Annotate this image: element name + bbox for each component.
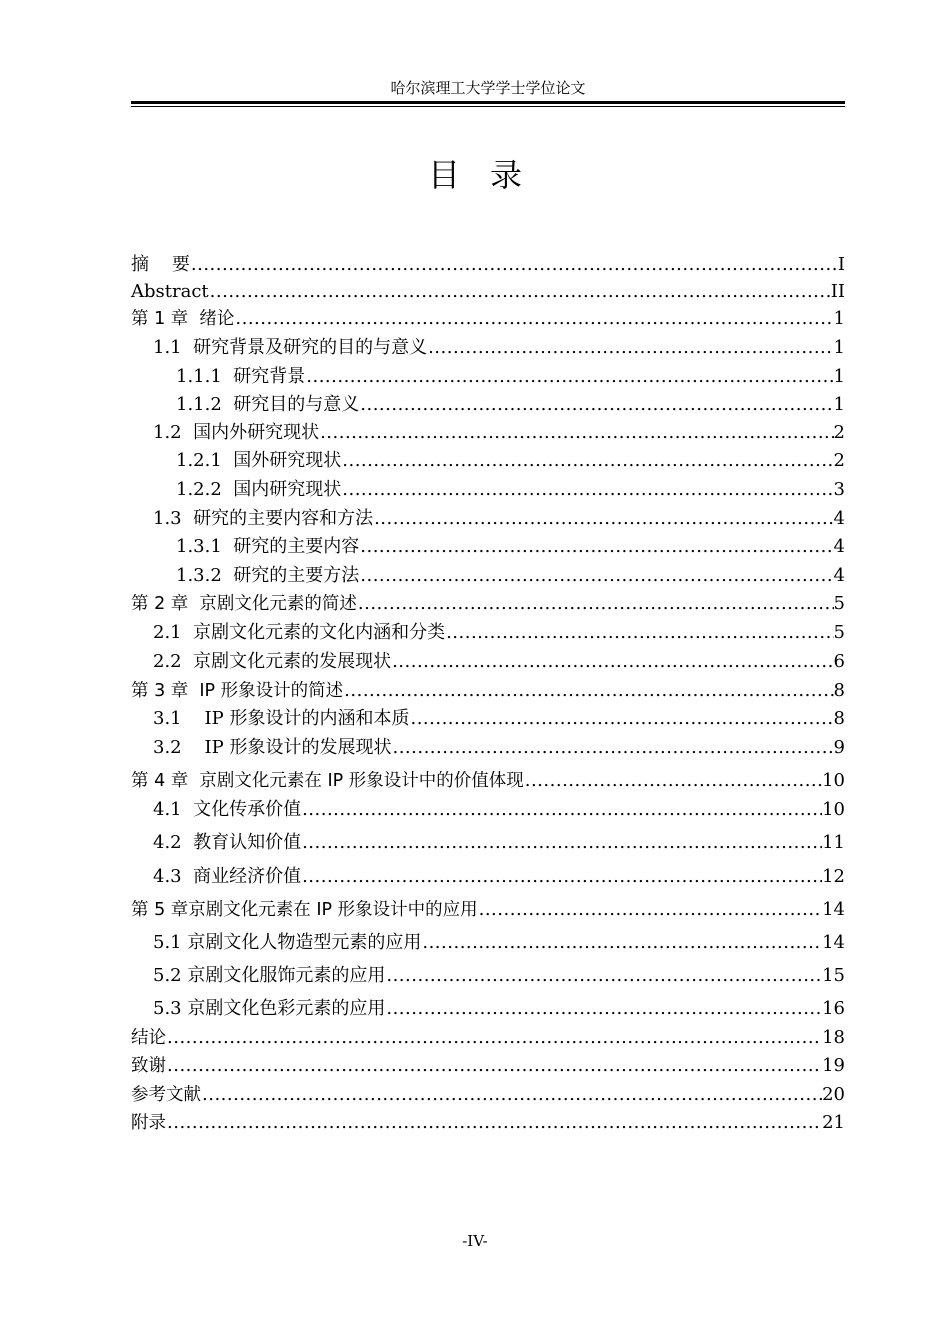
toc-entry-chapter-1[interactable] [131,306,845,332]
toc-entry-page: 4 [833,508,845,529]
toc-entry-page: 3 [833,479,845,500]
toc-entry-label: 附录 [131,1113,166,1133]
toc-leader [359,563,833,589]
toc-entry-page: 1 [833,366,845,387]
toc-entry-page: 4 [833,536,845,557]
toc-entry-page: 2 [833,450,845,471]
toc-entry-1-2-2[interactable] [176,477,845,503]
toc-entry-label: 第 1 章 绪论 [131,309,235,329]
toc-entry-label: 1.2.1 国外研究现状 [176,450,342,471]
toc-entry-label: 1.1 研究背景及研究的目的与意义 [153,337,428,358]
toc-entry-page: 5 [833,622,845,643]
toc-entry-page: 8 [833,708,845,729]
toc-leader [385,996,822,1022]
toc-entry-page: 1 [833,394,845,415]
toc-entry-page: 5 [833,593,845,614]
toc-entry-3-2[interactable] [153,735,845,761]
toc-entry-page: 1 [833,337,845,358]
toc-entry-label: 1.3.2 研究的主要方法 [176,565,360,586]
toc-entry-chapter-3[interactable] [131,678,845,704]
toc-leader [427,335,833,361]
toc-leader [301,864,822,890]
header-rule-thick [131,101,845,104]
toc-entry-abstract-cn[interactable] [131,252,845,278]
toc-entry-chapter-5[interactable] [131,897,845,923]
toc-title: 目录 [427,156,552,194]
toc-entry-label: 5.1 京剧文化人物造型元素的应用 [153,932,422,953]
toc-entry-page: 2 [833,422,845,443]
toc-entry-page: 10 [822,799,845,820]
toc-leader [391,735,833,761]
toc-entry-label: 1.3 研究的主要内容和方法 [153,508,374,529]
toc-entry-label: 5.2 京剧文化服饰元素的应用 [153,965,386,986]
toc-entry-page: 6 [833,651,845,672]
toc-entry-5-2[interactable] [153,963,845,989]
toc-entry-label: 第 5 章京剧文化元素在 IP 形象设计中的应用 [131,900,478,920]
header-title: 哈尔滨理工大学学士学位论文 [390,79,586,97]
toc-entry-label: 4.2 教育认知价值 [153,832,302,853]
toc-entry-4-2[interactable] [153,830,845,856]
toc-entry-4-1[interactable] [153,797,845,823]
toc-entry-1-3-1[interactable] [176,534,845,560]
toc-entry-5-1[interactable] [153,930,845,956]
toc-entry-page: 15 [822,965,845,986]
toc-leader [166,1110,822,1136]
toc-entry-label: 1.3.1 研究的主要内容 [176,536,360,557]
toc-entry-1-2-1[interactable] [176,448,845,474]
toc-leader [391,649,833,675]
toc-entry-4-3[interactable] [153,864,845,890]
toc-leader [421,930,822,956]
toc-entry-5-3[interactable] [153,996,845,1022]
toc-entry-label: 3.1 IP 形象设计的内涵和本质 [153,708,410,729]
toc-leader [341,477,833,503]
toc-entry-label: 1.1.2 研究目的与意义 [176,394,360,415]
toc-entry-acknowledgement[interactable] [131,1053,845,1079]
toc-entry-1-3[interactable] [153,506,845,532]
toc-entry-label: 5.3 京剧文化色彩元素的应用 [153,998,386,1019]
toc-entry-label: 第 2 章 京剧文化元素的简述 [131,594,357,614]
toc-leader [201,1082,822,1108]
toc-entry-page: 9 [833,737,845,758]
toc-entry-page: 1 [833,308,845,329]
toc-leader [166,1025,822,1051]
toc-leader [301,830,822,856]
toc-entry-appendix[interactable] [131,1110,845,1136]
toc-entry-label: 4.1 文化传承价值 [153,799,302,820]
toc-entry-page: 21 [822,1112,845,1133]
toc-entry-label: 第 4 章 京剧文化元素在 IP 形象设计中的价值体现 [131,771,524,791]
toc-entry-page: 8 [833,680,845,701]
toc-leader [359,392,833,418]
toc-entry-chapter-4[interactable] [131,768,845,794]
toc-entry-3-1[interactable] [153,706,845,732]
toc-leader [319,420,833,446]
toc-leader [385,963,822,989]
toc-leader [373,506,833,532]
toc-leader [166,1053,822,1079]
toc-entry-abstract-en[interactable] [131,279,845,305]
page-number: -IV- [462,1232,488,1250]
toc-entry-label: 3.2 IP 形象设计的发展现状 [153,737,392,758]
toc-leader [409,706,833,732]
toc-entry-label: 第 3 章 IP 形象设计的简述 [131,681,344,701]
toc-leader [343,678,833,704]
toc-entry-page: 20 [822,1084,845,1105]
toc-entry-page: II [830,281,845,302]
toc-entry-1-3-2[interactable] [176,563,845,589]
toc-entry-1-2[interactable] [153,420,845,446]
toc-entry-2-1[interactable] [153,620,845,646]
toc-entry-1-1[interactable] [153,335,845,361]
toc-entry-label: 1.1.1 研究背景 [176,366,306,387]
toc-leader [190,252,838,278]
toc-leader [445,620,833,646]
toc-entry-page: 10 [822,770,845,791]
toc-entry-page: 19 [822,1055,845,1076]
toc-leader [341,448,833,474]
toc-leader [359,534,833,560]
toc-entry-label: 4.3 商业经济价值 [153,866,302,887]
toc-entry-label: 1.2 国内外研究现状 [153,422,320,443]
toc-entry-label: Abstract [131,281,209,302]
header-rule-thin [131,106,845,107]
toc-leader [357,591,834,617]
toc-leader [234,306,833,332]
toc-entry-1-1-1[interactable] [176,364,845,390]
toc-entry-page: 14 [822,899,845,920]
toc-entry-page: 12 [822,866,845,887]
toc-entry-label: 参考文献 [131,1085,201,1105]
toc-entry-2-2[interactable] [153,649,845,675]
toc-entry-page: 4 [833,565,845,586]
toc-entry-conclusion[interactable] [131,1025,845,1051]
toc-leader [478,897,822,923]
toc-entry-page: I [837,254,845,275]
toc-entry-references[interactable] [131,1082,845,1108]
toc-entry-label: 致谢 [131,1056,166,1076]
toc-entry-label: 1.2.2 国内研究现状 [176,479,342,500]
toc-entry-page: 11 [822,832,845,853]
toc-entry-page: 18 [822,1027,845,1048]
toc-leader [301,797,822,823]
toc-entry-page: 16 [822,998,845,1019]
toc-entry-1-1-2[interactable] [176,392,845,418]
toc-entry-label: 摘 要 [131,254,190,275]
toc-leader [305,364,833,390]
toc-entry-label: 2.2 京剧文化元素的发展现状 [153,651,392,672]
toc-entry-label: 结论 [131,1028,166,1048]
toc-entry-chapter-2[interactable] [131,591,845,617]
toc-leader [209,279,831,305]
toc-leader [524,768,822,794]
toc-entry-label: 2.1 京剧文化元素的文化内涵和分类 [153,622,446,643]
toc-entry-page: 14 [822,932,845,953]
